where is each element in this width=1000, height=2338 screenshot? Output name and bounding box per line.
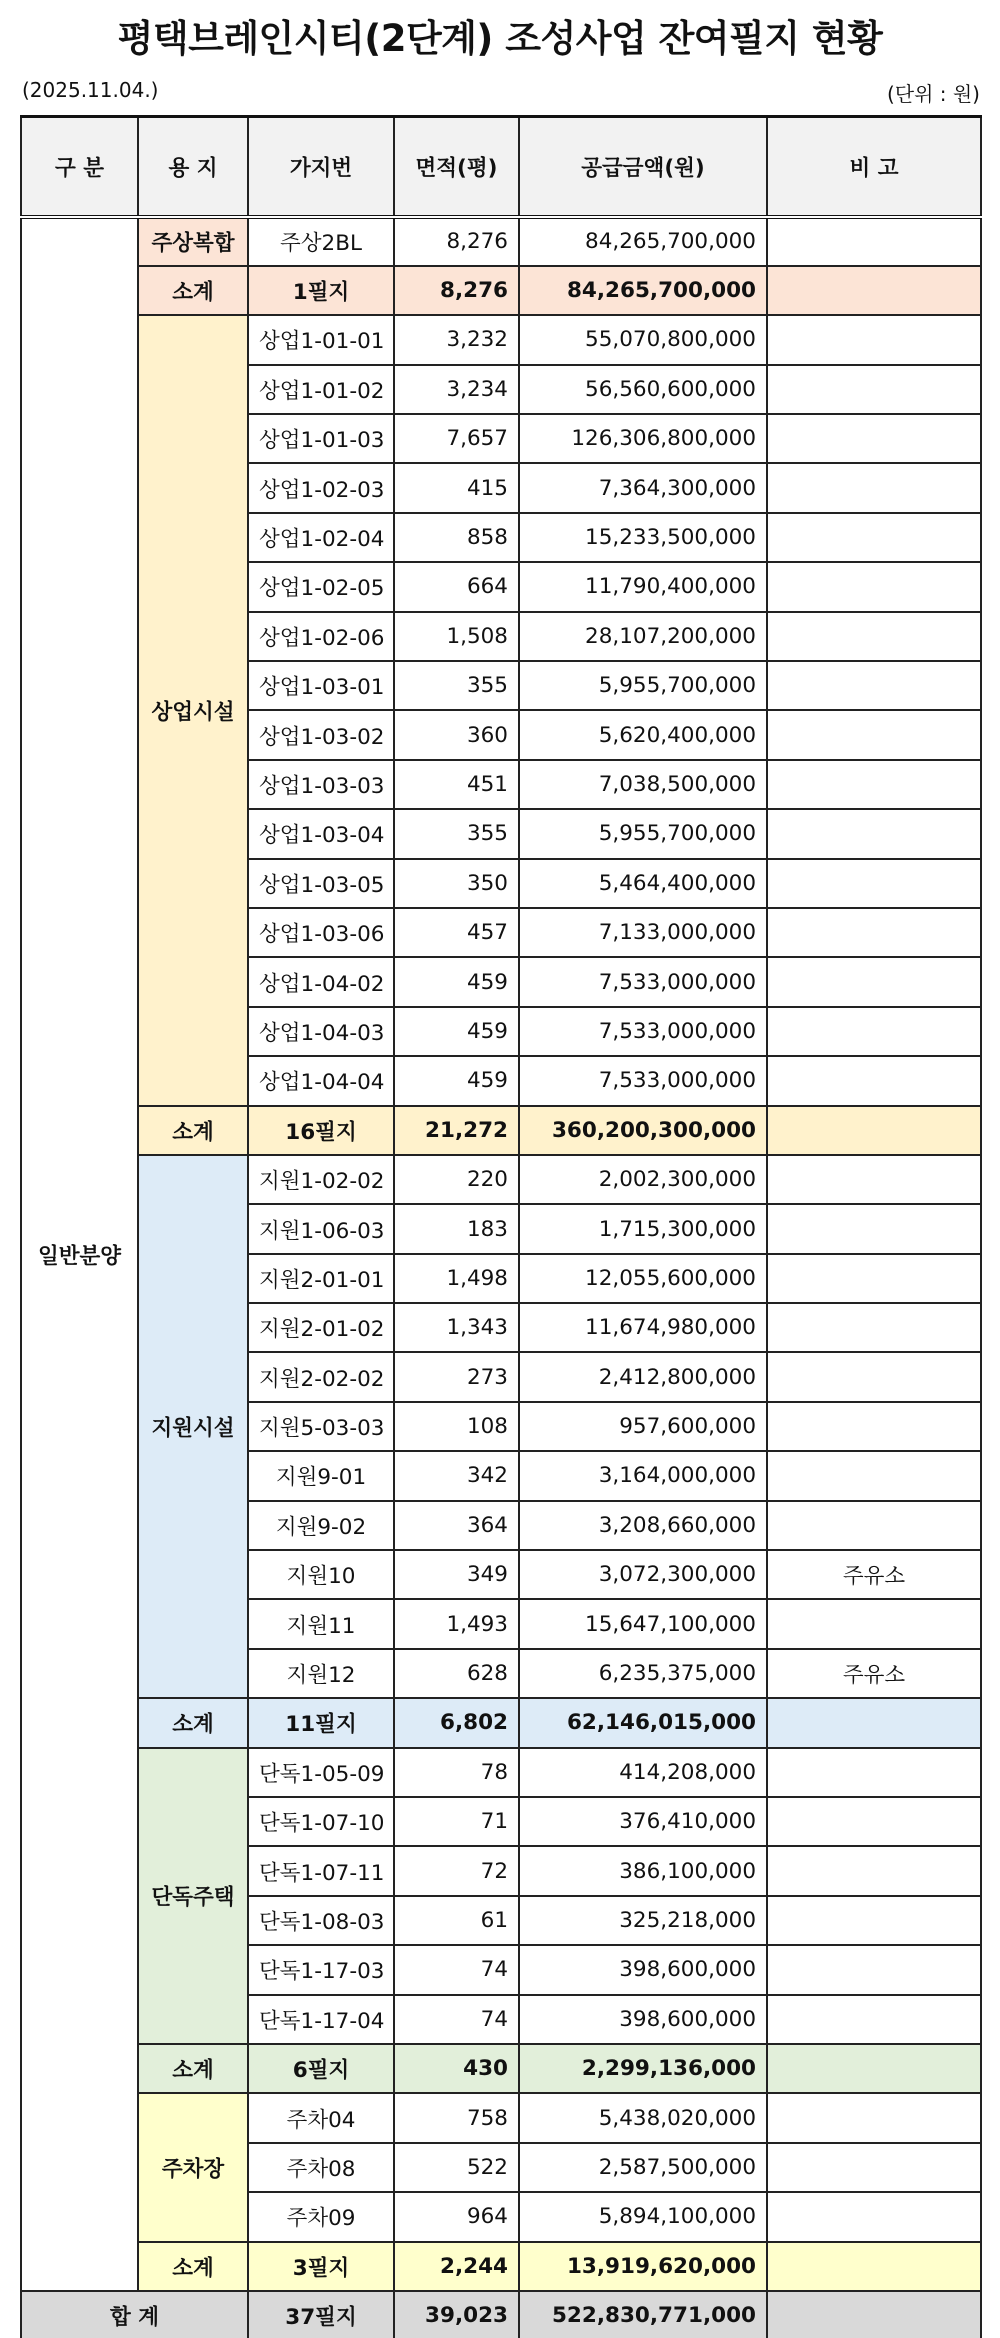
area-cell: 1,498 xyxy=(394,1254,519,1303)
lot-number-cell: 단독1-17-04 xyxy=(248,1995,394,2044)
area-cell: 1,508 xyxy=(394,612,519,661)
note-cell xyxy=(767,463,981,512)
note-cell xyxy=(767,760,981,809)
amount-cell: 55,070,800,000 xyxy=(519,315,767,364)
amount-cell: 2,412,800,000 xyxy=(519,1352,767,1401)
note-cell xyxy=(767,1599,981,1648)
amount-cell: 2,587,500,000 xyxy=(519,2143,767,2192)
lot-number-cell: 상업1-03-04 xyxy=(248,809,394,858)
note-cell xyxy=(767,1402,981,1451)
amount-cell: 84,265,700,000 xyxy=(519,217,767,266)
area-cell: 355 xyxy=(394,809,519,858)
amount-cell: 1,715,300,000 xyxy=(519,1204,767,1253)
amount-cell: 6,235,375,000 xyxy=(519,1649,767,1698)
lot-number-cell: 지원5-03-03 xyxy=(248,1402,394,1451)
area-cell: 457 xyxy=(394,908,519,957)
lot-number-cell: 단독1-05-09 xyxy=(248,1748,394,1797)
area-cell: 355 xyxy=(394,661,519,710)
area-cell: 3,234 xyxy=(394,365,519,414)
subtotal-row xyxy=(21,2044,981,2093)
note-cell xyxy=(767,612,981,661)
note-cell xyxy=(767,809,981,858)
lot-number-cell: 지원1-02-02 xyxy=(248,1155,394,1204)
lot-number-cell: 상업1-04-03 xyxy=(248,1007,394,1056)
table-row xyxy=(21,1155,981,1204)
total-amount: 522,830,771,000 xyxy=(519,2291,767,2338)
land-use-cell: 상업시설 xyxy=(138,315,248,1105)
lot-number-cell: 단독1-08-03 xyxy=(248,1896,394,1945)
header-area: 면적(평) xyxy=(394,117,519,217)
amount-cell: 957,600,000 xyxy=(519,1402,767,1451)
header-land-use: 용 지 xyxy=(138,117,248,217)
subtotal-note xyxy=(767,2044,981,2093)
amount-cell: 11,790,400,000 xyxy=(519,562,767,611)
area-cell: 74 xyxy=(394,1945,519,1994)
note-cell xyxy=(767,1056,981,1105)
table-row xyxy=(21,217,981,266)
subtotal-note xyxy=(767,266,981,315)
area-cell: 74 xyxy=(394,1995,519,2044)
note-cell: 주유소 xyxy=(767,1550,981,1599)
lot-number-cell: 지원9-01 xyxy=(248,1451,394,1500)
subtotal-count: 11필지 xyxy=(248,1698,394,1747)
amount-cell: 325,218,000 xyxy=(519,1896,767,1945)
subtotal-area: 2,244 xyxy=(394,2242,519,2291)
note-cell xyxy=(767,315,981,364)
amount-cell: 28,107,200,000 xyxy=(519,612,767,661)
lot-number-cell: 지원2-01-01 xyxy=(248,1254,394,1303)
unit-label: (단위 : 원) xyxy=(886,82,980,106)
amount-cell: 126,306,800,000 xyxy=(519,414,767,463)
amount-cell: 11,674,980,000 xyxy=(519,1303,767,1352)
subtotal-note xyxy=(767,1106,981,1155)
subtotal-amount: 62,146,015,000 xyxy=(519,1698,767,1747)
amount-cell: 12,055,600,000 xyxy=(519,1254,767,1303)
note-cell xyxy=(767,859,981,908)
note-cell xyxy=(767,1896,981,1945)
area-cell: 7,657 xyxy=(394,414,519,463)
subtotal-count: 1필지 xyxy=(248,266,394,315)
amount-cell: 3,208,660,000 xyxy=(519,1501,767,1550)
lot-number-cell: 지원1-06-03 xyxy=(248,1204,394,1253)
amount-cell: 15,647,100,000 xyxy=(519,1599,767,1648)
lot-number-cell: 상업1-03-06 xyxy=(248,908,394,957)
area-cell: 78 xyxy=(394,1748,519,1797)
subtotal-amount: 360,200,300,000 xyxy=(519,1106,767,1155)
table-row xyxy=(21,1748,981,1797)
area-cell: 664 xyxy=(394,562,519,611)
lot-number-cell: 상업1-03-02 xyxy=(248,710,394,759)
subtotal-area: 6,802 xyxy=(394,1698,519,1747)
note-cell xyxy=(767,1797,981,1846)
lot-number-cell: 상업1-04-04 xyxy=(248,1056,394,1105)
note-cell xyxy=(767,1995,981,2044)
area-cell: 459 xyxy=(394,1007,519,1056)
area-cell: 3,232 xyxy=(394,315,519,364)
header-lot-number: 가지번 xyxy=(248,117,394,217)
area-cell: 108 xyxy=(394,1402,519,1451)
note-cell xyxy=(767,1451,981,1500)
lot-number-cell: 상업1-01-01 xyxy=(248,315,394,364)
lot-number-cell: 지원11 xyxy=(248,1599,394,1648)
amount-cell: 15,233,500,000 xyxy=(519,513,767,562)
area-cell: 758 xyxy=(394,2093,519,2142)
lot-number-cell: 상업1-04-02 xyxy=(248,957,394,1006)
total-label: 합 계 xyxy=(21,2291,248,2338)
note-cell xyxy=(767,661,981,710)
amount-cell: 7,533,000,000 xyxy=(519,1056,767,1105)
subtotal-note xyxy=(767,1698,981,1747)
report-date: (2025.11.04.) xyxy=(22,78,159,102)
note-cell xyxy=(767,957,981,1006)
subtotal-label: 소계 xyxy=(138,2242,248,2291)
subtotal-label: 소계 xyxy=(138,1698,248,1747)
lot-number-cell: 주차04 xyxy=(248,2093,394,2142)
note-cell xyxy=(767,1204,981,1253)
lot-number-cell: 상업1-02-04 xyxy=(248,513,394,562)
page-title: 평택브레인시티(2단계) 조성사업 잔여필지 현황 xyxy=(117,17,883,60)
lot-number-cell: 지원2-01-02 xyxy=(248,1303,394,1352)
area-cell: 273 xyxy=(394,1352,519,1401)
amount-cell: 5,955,700,000 xyxy=(519,661,767,710)
lot-number-cell: 상업1-03-05 xyxy=(248,859,394,908)
total-note xyxy=(767,2291,981,2338)
subtotal-area: 8,276 xyxy=(394,266,519,315)
table-header-row xyxy=(21,117,981,217)
land-use-cell: 주차장 xyxy=(138,2093,248,2241)
subtotal-count: 6필지 xyxy=(248,2044,394,2093)
note-cell xyxy=(767,365,981,414)
lot-number-cell: 단독1-17-03 xyxy=(248,1945,394,1994)
note-cell xyxy=(767,1945,981,1994)
header-note: 비 고 xyxy=(767,117,981,217)
table-row xyxy=(21,2093,981,2142)
amount-cell: 3,164,000,000 xyxy=(519,1451,767,1500)
lot-number-cell: 상업1-03-03 xyxy=(248,760,394,809)
subtotal-amount: 13,919,620,000 xyxy=(519,2242,767,2291)
area-cell: 415 xyxy=(394,463,519,512)
area-cell: 1,493 xyxy=(394,1599,519,1648)
note-cell xyxy=(767,2143,981,2192)
note-cell xyxy=(767,710,981,759)
area-cell: 360 xyxy=(394,710,519,759)
total-count: 37필지 xyxy=(248,2291,394,2338)
header-category: 구 분 xyxy=(21,117,138,217)
note-cell xyxy=(767,1846,981,1895)
subtotal-amount: 84,265,700,000 xyxy=(519,266,767,315)
table-row xyxy=(21,315,981,364)
amount-cell: 5,438,020,000 xyxy=(519,2093,767,2142)
amount-cell: 386,100,000 xyxy=(519,1846,767,1895)
header-supply-amount: 공급금액(원) xyxy=(519,117,767,217)
amount-cell: 5,955,700,000 xyxy=(519,809,767,858)
lot-number-cell: 단독1-07-10 xyxy=(248,1797,394,1846)
area-cell: 8,276 xyxy=(394,217,519,266)
area-cell: 342 xyxy=(394,1451,519,1500)
subtotal-count: 16필지 xyxy=(248,1106,394,1155)
area-cell: 459 xyxy=(394,957,519,1006)
subtotal-label: 소계 xyxy=(138,266,248,315)
total-row xyxy=(21,2291,981,2338)
lot-number-cell: 주차08 xyxy=(248,2143,394,2192)
amount-cell: 5,894,100,000 xyxy=(519,2192,767,2241)
amount-cell: 56,560,600,000 xyxy=(519,365,767,414)
amount-cell: 398,600,000 xyxy=(519,1995,767,2044)
lot-number-cell: 지원9-02 xyxy=(248,1501,394,1550)
amount-cell: 7,133,000,000 xyxy=(519,908,767,957)
area-cell: 349 xyxy=(394,1550,519,1599)
lot-number-cell: 주차09 xyxy=(248,2192,394,2241)
note-cell: 주유소 xyxy=(767,1649,981,1698)
note-cell xyxy=(767,513,981,562)
subtotal-label: 소계 xyxy=(138,2044,248,2093)
subtotal-count: 3필지 xyxy=(248,2242,394,2291)
amount-cell: 398,600,000 xyxy=(519,1945,767,1994)
lot-number-cell: 상업1-02-05 xyxy=(248,562,394,611)
area-cell: 71 xyxy=(394,1797,519,1846)
land-use-cell: 지원시설 xyxy=(138,1155,248,1698)
note-cell xyxy=(767,562,981,611)
note-cell xyxy=(767,217,981,266)
subtotal-row xyxy=(21,266,981,315)
area-cell: 220 xyxy=(394,1155,519,1204)
note-cell xyxy=(767,908,981,957)
lot-number-cell: 상업1-02-06 xyxy=(248,612,394,661)
area-cell: 964 xyxy=(394,2192,519,2241)
land-use-cell: 주상복합 xyxy=(138,217,248,266)
amount-cell: 2,002,300,000 xyxy=(519,1155,767,1204)
amount-cell: 7,533,000,000 xyxy=(519,1007,767,1056)
subtotal-row xyxy=(21,1106,981,1155)
area-cell: 183 xyxy=(394,1204,519,1253)
amount-cell: 5,464,400,000 xyxy=(519,859,767,908)
lot-number-cell: 상업1-03-01 xyxy=(248,661,394,710)
note-cell xyxy=(767,1352,981,1401)
note-cell xyxy=(767,1303,981,1352)
amount-cell: 414,208,000 xyxy=(519,1748,767,1797)
area-cell: 61 xyxy=(394,1896,519,1945)
land-use-cell: 단독주택 xyxy=(138,1748,248,2044)
lot-number-cell: 상업1-01-03 xyxy=(248,414,394,463)
area-cell: 364 xyxy=(394,1501,519,1550)
subtotal-note xyxy=(767,2242,981,2291)
lot-number-cell: 상업1-02-03 xyxy=(248,463,394,512)
area-cell: 628 xyxy=(394,1649,519,1698)
lot-number-cell: 단독1-07-11 xyxy=(248,1846,394,1895)
remaining-lots-table xyxy=(20,115,982,2338)
area-cell: 72 xyxy=(394,1846,519,1895)
lot-number-cell: 지원10 xyxy=(248,1550,394,1599)
area-cell: 522 xyxy=(394,2143,519,2192)
note-cell xyxy=(767,1007,981,1056)
amount-cell: 5,620,400,000 xyxy=(519,710,767,759)
total-area: 39,023 xyxy=(394,2291,519,2338)
area-cell: 459 xyxy=(394,1056,519,1105)
area-cell: 858 xyxy=(394,513,519,562)
note-cell xyxy=(767,2192,981,2241)
lot-number-cell: 상업1-01-02 xyxy=(248,365,394,414)
subtotal-area: 21,272 xyxy=(394,1106,519,1155)
lot-number-cell: 지원2-02-02 xyxy=(248,1352,394,1401)
amount-cell: 7,533,000,000 xyxy=(519,957,767,1006)
note-cell xyxy=(767,2093,981,2142)
area-cell: 451 xyxy=(394,760,519,809)
area-cell: 1,343 xyxy=(394,1303,519,1352)
lot-number-cell: 주상2BL xyxy=(248,217,394,266)
subtotal-label: 소계 xyxy=(138,1106,248,1155)
area-cell: 350 xyxy=(394,859,519,908)
subtotal-row xyxy=(21,1698,981,1747)
note-cell xyxy=(767,1748,981,1797)
note-cell xyxy=(767,1155,981,1204)
lot-number-cell: 지원12 xyxy=(248,1649,394,1698)
amount-cell: 3,072,300,000 xyxy=(519,1550,767,1599)
subtotal-amount: 2,299,136,000 xyxy=(519,2044,767,2093)
subtotal-area: 430 xyxy=(394,2044,519,2093)
amount-cell: 376,410,000 xyxy=(519,1797,767,1846)
amount-cell: 7,038,500,000 xyxy=(519,760,767,809)
amount-cell: 7,364,300,000 xyxy=(519,463,767,512)
subtotal-row xyxy=(21,2242,981,2291)
note-cell xyxy=(767,1501,981,1550)
note-cell xyxy=(767,414,981,463)
category-cell: 일반분양 xyxy=(21,217,138,2291)
note-cell xyxy=(767,1254,981,1303)
